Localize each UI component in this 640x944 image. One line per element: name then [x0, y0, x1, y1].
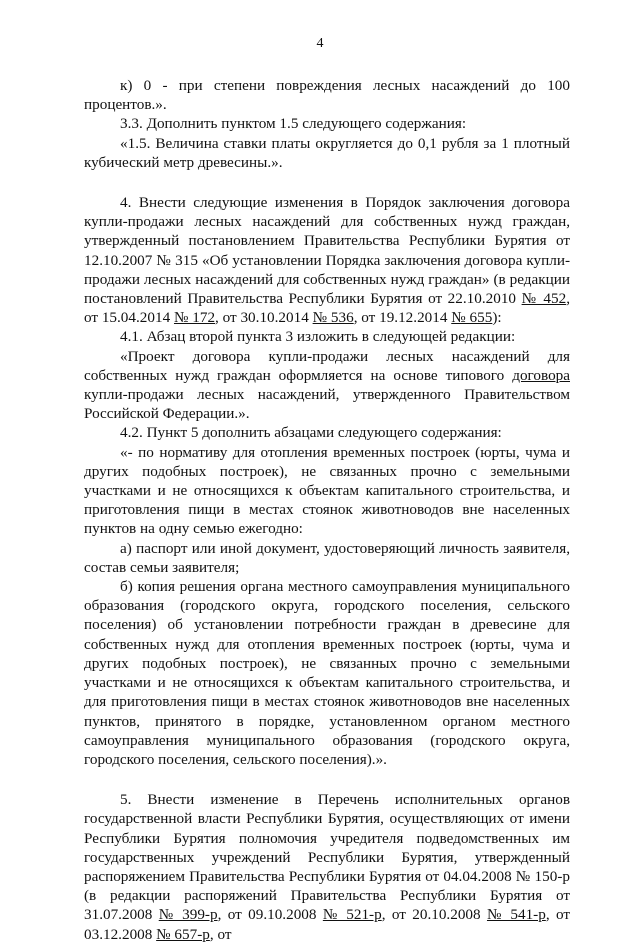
paragraph-gap: [84, 172, 570, 193]
text-run: , от 19.12.2014: [353, 309, 452, 327]
paragraph: к) 0 - при степени повреждения лесных насаждений до 100 процентов.».: [84, 77, 570, 114]
text-run: , от 15.04.2014: [84, 290, 570, 327]
paragraph-gap: [84, 769, 570, 790]
document-link[interactable]: № 521-р: [322, 906, 382, 924]
text-run: 5. Внести изменение в Перечень исполнительных органов государственной власти Республики Бурятия, осуществляющих от имени Республики Бурятия полномочия учредителя подведомственных им государственных учреждений Республики Бурятия, утвержденный распоряжением Правительства Республики Бурятия от 04.04.2008 № 150-р (в редакции распоряжений Правительства Республики Бурятия от 31.07.2008: [84, 791, 570, 924]
text-run: , от 20.10.2008: [381, 906, 487, 924]
paragraph: 4.1. Абзац второй пункта 3 изложить в следующей редакции:: [120, 328, 516, 346]
paragraph: [84, 347, 570, 424]
paragraph: 3.3. Дополнить пунктом 1.5 следующего содержания:: [120, 115, 467, 133]
paragraph: [84, 790, 570, 944]
text-run: «Проект договора купли-продажи лесных насаждений для собственных нужд граждан оформляется на основе типового: [84, 347, 570, 384]
document-link[interactable]: № 452: [521, 290, 567, 308]
document-link[interactable]: № 399-р: [158, 906, 218, 924]
document-link[interactable]: № 536: [312, 309, 354, 327]
paragraph: 4.2. Пункт 5 дополнить абзацами следующего содержания:: [120, 424, 502, 442]
document-link[interactable]: договора: [512, 366, 570, 384]
text-run: 4. Внести следующие изменения в Порядок заключения договора купли-продажи лесных насаждений для собственных нужд граждан, утвержденный постановлением Правительства Республики Бурятия от 12.10.2007 № 315 «Об установлении Порядка заключения договора купли-продажи лесных насаждений для собственных нужд граждан» (в редакции постановлений Правительства Республики Бурятия от 22.10.2010: [84, 194, 570, 308]
document-link[interactable]: № 657-р: [156, 925, 210, 943]
document-link[interactable]: № 655: [451, 309, 493, 327]
paragraph: «1.5. Величина ставки платы округляется до 0,1 рубля за 1 плотный кубический метр древесины.».: [84, 134, 570, 171]
paragraph: б) копия решения органа местного самоуправления муниципального образования (городского округа, городского поселения, сельского поселения) об установлении потребности граждан в древесине для собственных нужд для отопления временных построек (юрты, чума и других подобных построек), не связанных прочно с земельными участками и не относящихся к объектам капитального строительства, и для приготовления пищи в местах стоянок животноводов вне населенных пунктов, принятого в порядке, установленном органом местного самоуправления муниципального образования (городского округа, городского поселения, сельского поселения).».: [84, 578, 570, 768]
document-link[interactable]: № 172: [173, 309, 216, 327]
text-run: , от 09.10.2008: [217, 906, 323, 924]
text-run: купли-продажи лесных насаждений, утвержденного Правительством Российской Федерации.».: [84, 386, 570, 423]
text-run: ):: [492, 309, 502, 327]
page-number: 4: [316, 36, 324, 51]
paragraph: а) паспорт или иной документ, удостоверяющий личность заявителя, состав семьи заявителя;: [84, 539, 570, 576]
document-link[interactable]: № 541-р: [486, 906, 546, 924]
paragraph: [84, 193, 570, 327]
text-run: , от 03.12.2008: [84, 906, 571, 943]
text-run: , от: [209, 925, 232, 943]
text-run: , от 30.10.2014: [215, 309, 313, 327]
document-body: [84, 76, 570, 944]
paragraph: «- по нормативу для отопления временных построек (юрты, чума и других подобных построек), не связанных прочно с земельными участками и не относящихся к объектам капитального строительства, и приготовления пищи в местах стоянок животноводов вне населенных пунктов на одну семью ежегодно:: [84, 443, 570, 538]
